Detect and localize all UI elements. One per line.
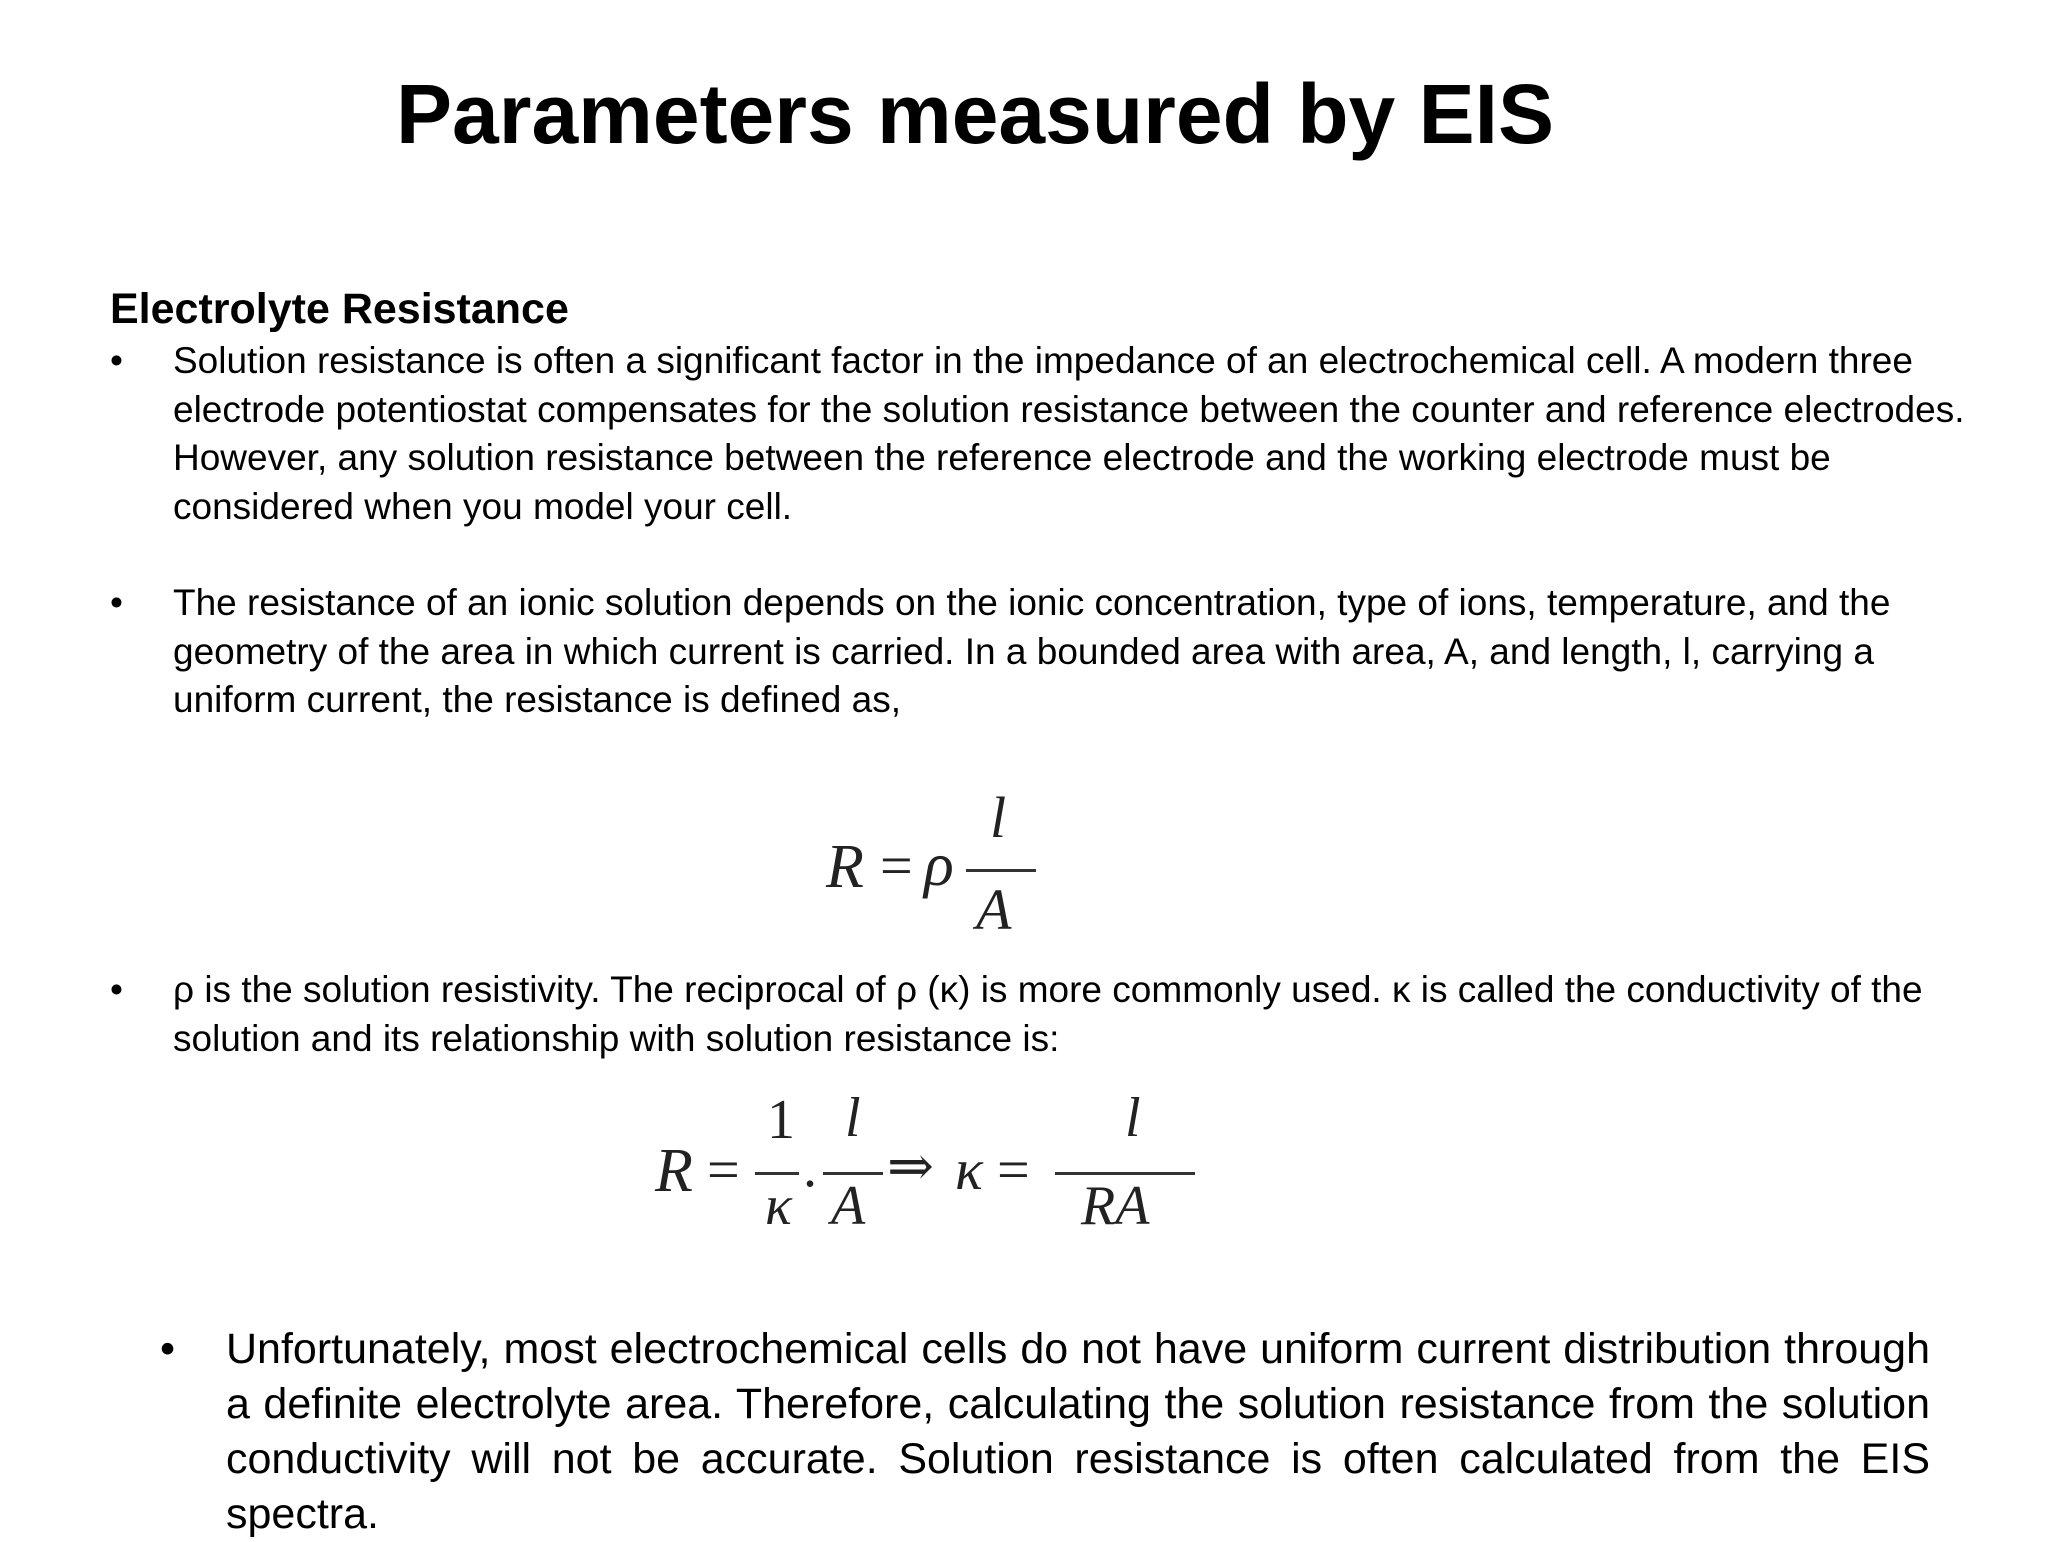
bullet-text: Unfortunately, most electrochemical cells do not have uniform current distribution through a definite electrolyte area. Therefore, calculating the solution resistance from the solution conductivity will not be accurate. Solution resistance is often calculated from the EIS spectra.: [226, 1325, 1930, 1538]
formula-kappa: κ: [955, 1137, 983, 1202]
section-heading: Electrolyte Resistance: [110, 285, 569, 333]
formula-equals: =: [707, 1137, 740, 1202]
bullet-marker: •: [110, 582, 123, 623]
formula-denominator: κ: [765, 1175, 792, 1237]
resistance-formula: [826, 785, 1066, 950]
bullet-item-1: [110, 337, 1990, 531]
formula-rho: ρ: [924, 831, 954, 899]
slide-title: Parameters measured by EIS: [396, 67, 1554, 161]
formula-lhs: R: [826, 833, 864, 901]
formula-numerator: 1: [767, 1089, 795, 1151]
formula-equals: =: [997, 1137, 1030, 1202]
formula-denominator: RA: [1081, 1175, 1150, 1237]
bullet-marker: •: [160, 1325, 176, 1373]
formula-dot: .: [803, 1137, 817, 1199]
formula-numerator: l: [990, 785, 1007, 850]
bullet-marker: •: [110, 969, 123, 1010]
bullet-item-2: [110, 579, 1990, 725]
formula-numerator: l: [1125, 1087, 1141, 1149]
bullet-marker: •: [110, 340, 123, 381]
conductivity-formula: [655, 1087, 1215, 1250]
fraction-bar: [966, 869, 1036, 872]
formula-equals: =: [880, 833, 913, 898]
bullet-text: ρ is the solution resistivity. The reciprocal of ρ (κ) is more commonly used. κ is called the conductivity of the solution and its relationship with solution resistance is:: [173, 969, 1923, 1059]
formula-numerator: l: [845, 1087, 861, 1149]
bullet-text: Solution resistance is often a significant factor in the impedance of an electrochemical cell. A modern three electrode potentiostat compensates for the solution resistance between the counter and reference electrodes. However, any solution resistance between the reference electrode and the working electrode must be considered when you model your cell.: [173, 340, 1965, 527]
bullet-text: The resistance of an ionic solution depends on the ionic concentration, type of ions, temperature, and the geometry of the area in which current is carried. In a bounded area with area, A, and length, l, carrying a uniform current, the resistance is defined as,: [173, 582, 1891, 720]
formula-denominator: A: [831, 1175, 866, 1237]
implies-arrow: ⇒: [887, 1136, 934, 1198]
formula-denominator: A: [976, 877, 1012, 942]
bullet-item-3: [110, 966, 1990, 1063]
formula-lhs: R: [655, 1137, 693, 1205]
bullet-item-4: [160, 1322, 1930, 1542]
